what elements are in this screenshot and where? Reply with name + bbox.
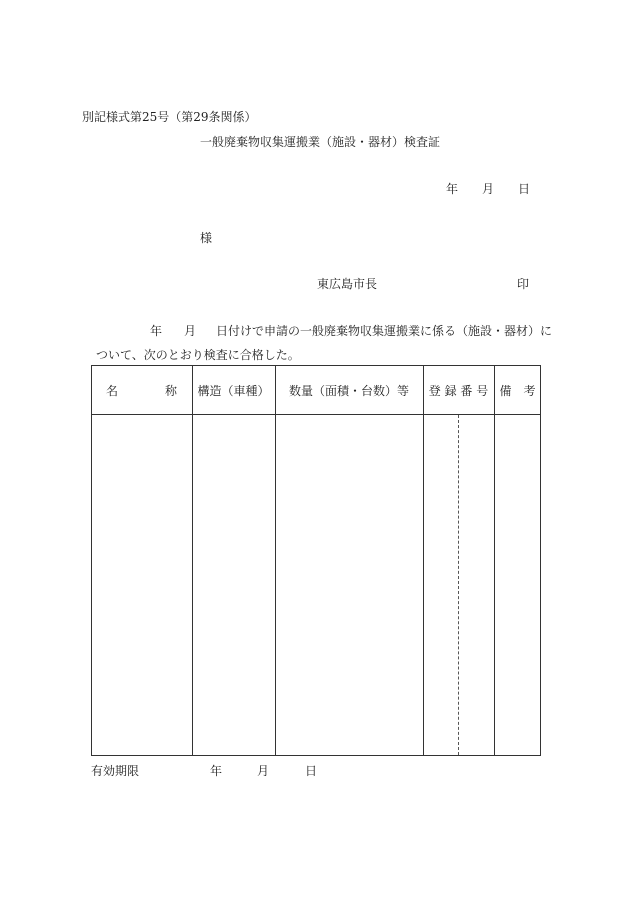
header-name-char-2: 称	[164, 383, 177, 398]
seal-mark: 印	[517, 277, 530, 291]
equipment-table	[91, 365, 541, 756]
header-structure: 構造（車種）	[197, 383, 270, 398]
header-quantity: 数量（面積・台数）等	[288, 383, 409, 398]
body-text-rest: 日付けで申請の一般廃棄物収集運搬業に係る（施設・器材）に	[216, 324, 553, 338]
form-number: 別記様式第25号（第29条関係）	[82, 110, 257, 124]
validity-year-label: 年	[210, 764, 223, 778]
column-divider	[494, 366, 495, 755]
column-divider	[423, 366, 424, 755]
header-name-char-1: 名	[106, 383, 119, 398]
header-name	[92, 366, 192, 414]
body-month-label: 月	[184, 324, 197, 338]
issue-date-year-label: 年	[446, 182, 459, 196]
document-title: 一般廃棄物収集運搬業（施設・器材）検査証	[200, 135, 441, 149]
validity-day-label: 日	[305, 764, 318, 778]
addressee-honorific: 様	[200, 231, 213, 245]
issuer-name: 東広島市長	[317, 277, 378, 291]
validity-month-label: 月	[257, 764, 270, 778]
body-text-line-2: ついて、次のとおり検査に合格した。	[96, 348, 300, 362]
issue-date-day-label: 日	[518, 182, 531, 196]
column-divider	[275, 366, 276, 755]
header-remarks: 備 考	[499, 383, 536, 398]
body-year-label: 年	[150, 324, 163, 338]
body-text-line-1	[150, 325, 552, 337]
column-divider	[192, 366, 193, 755]
registration-dashed-divider	[458, 415, 459, 755]
header-registration-number: 登 録 番 号	[428, 383, 489, 398]
validity-period-label: 有効期限	[91, 764, 140, 778]
header-divider	[92, 414, 540, 415]
issue-date-month-label: 月	[482, 182, 495, 196]
